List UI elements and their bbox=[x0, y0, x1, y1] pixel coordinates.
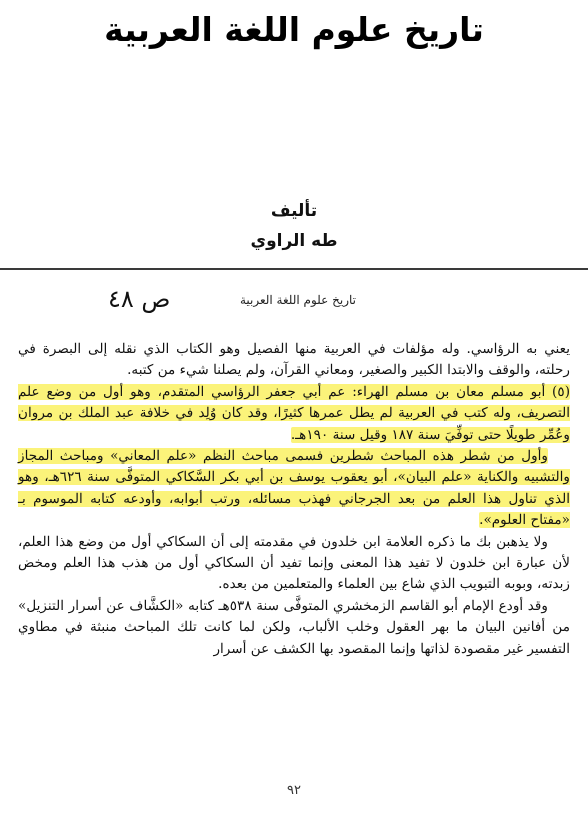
khaldun-paragraph-text: ولا يذهبن بك ما ذكره العلامة ابن خلدون في مقدمته إلى أن السكاكي أول من وضع هذا العلم، لأن عبارة ابن خلدون لا تفيد هذا المعنى وإنما تفيد أن السكاكي أول من هذب هذا العلم ومخض زبدته، وبوبه التبويب الذي شاع بين العلماء والمتعلمين من بعده. bbox=[18, 533, 570, 593]
intro-paragraph-text: يعني به الرؤاسي. وله مؤلفات في العربية منها الفصيل وهو الكتاب الذي نقله إلى البصرة في رحلته، والوقف والابتدا الكبير والصغير، ومعاني القرآن، ولم يصلنا شيء من كتبه. bbox=[18, 341, 570, 379]
zamakhshari-paragraph-text: وقد أودع الإمام أبو القاسم الزمخشري المتوفَّى سنة ٥٣٨هـ كتابه «الكشَّاف عن أسرار التنزيل» من أفانين البيان ما بهر العقول وخلب الألباب، ولكن لما كانت تلك المباحث منبثة في مطاوي التفسير غير مقصودة لذاتها وإنما المقصود بها الكشف عن أسرار bbox=[18, 597, 570, 657]
running-head: تاريخ علوم اللغة العربية bbox=[239, 293, 356, 307]
author-label: تأليف bbox=[270, 201, 318, 221]
sakkaki-paragraph-highlighted bbox=[18, 446, 570, 532]
zamakhshari-paragraph bbox=[18, 596, 570, 660]
intro-paragraph bbox=[18, 339, 570, 382]
footnote-text: (٥) أبو مسلم معان بن مسلم الهراء: عم أبي جعفر الرؤاسي المتقدم، وهو أول من وضع علم التصريف، وله كتب في العربية لم يطل عمرها كثيرًا، وقد كان وُلِد في خلافة عبد الملك بن مروان وعُمِّر طويلًا حتى توفِّيَ سنة ١٨٧ وقيل سنة ١٩٠هـ. bbox=[18, 383, 570, 443]
page-body bbox=[18, 339, 570, 660]
author-name: طه الراوي bbox=[250, 231, 338, 251]
page-number: ٩٢ bbox=[287, 783, 301, 798]
cover-section bbox=[0, 0, 588, 268]
book-title: تاريخ علوم اللغة العربية bbox=[104, 10, 484, 49]
sakkaki-paragraph-text: وأول من شطر هذه المباحث شطرين فسمى مباحث النظم «علم المعاني» ومباحث المجاز والتشبيه والكناية «علم البيان»، أبو يعقوب يوسف بن أبي بكر السَّكاكي المتوفَّى سنة ٦٢٦هـ، وهو الذي تناول هذا العلم من بعد الجرجاني فهذب مسائله، ورتب أبوابه، وأودعه كتابه الموسوم بـ «مفتاح العلوم». bbox=[18, 448, 570, 529]
book-page bbox=[0, 270, 588, 813]
handwritten-page-reference: ص ٤٨ bbox=[108, 285, 171, 313]
footnote-highlighted bbox=[18, 382, 570, 446]
khaldun-paragraph bbox=[18, 532, 570, 596]
